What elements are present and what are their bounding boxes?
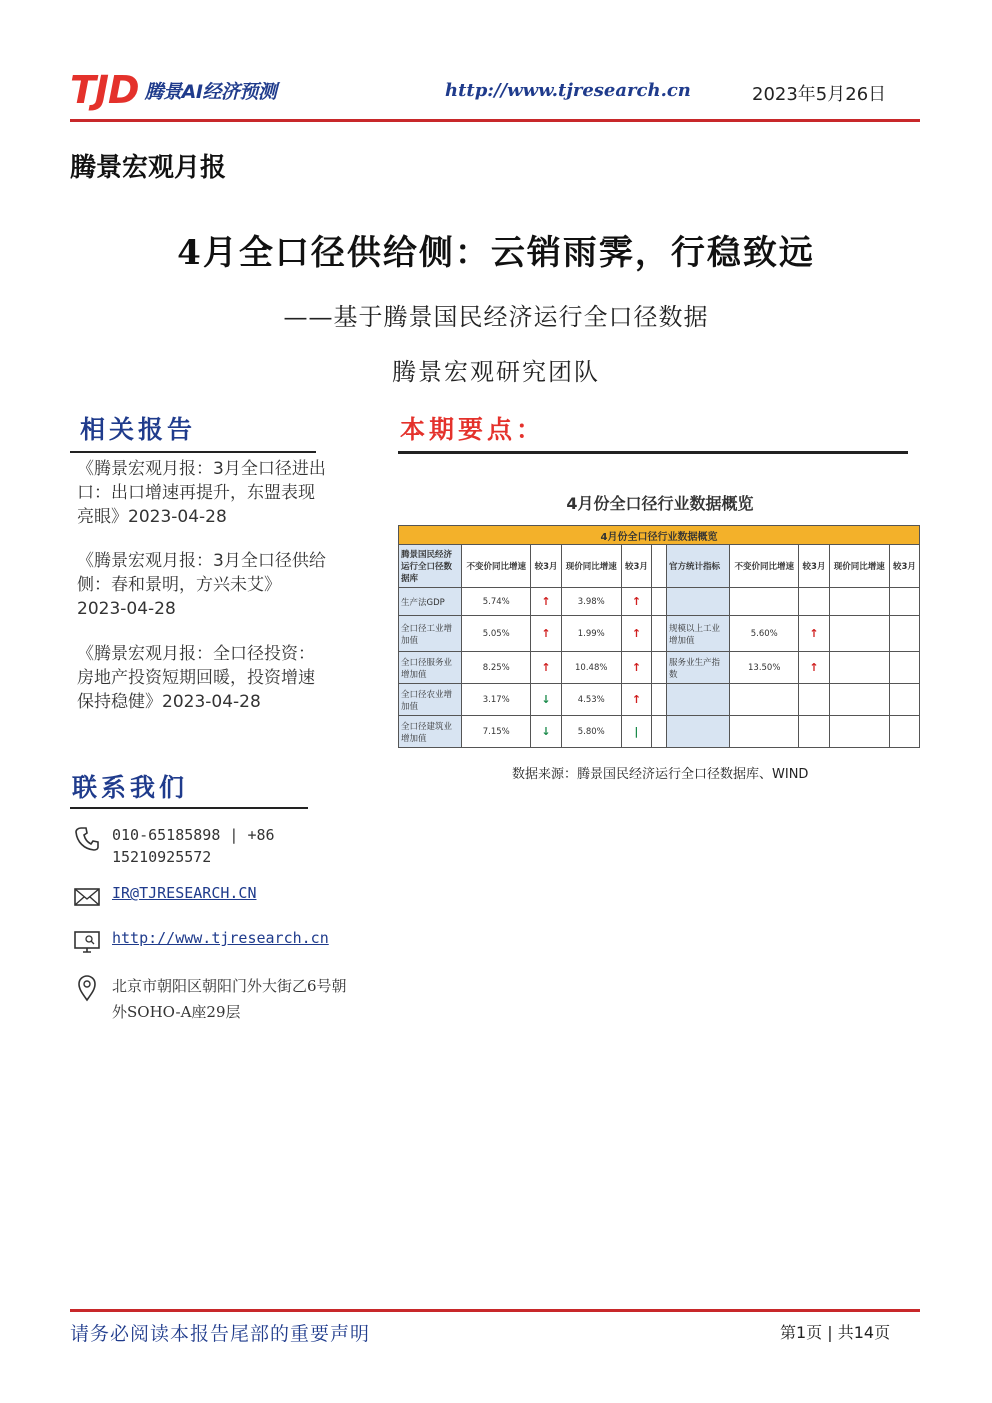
table-row-label: 全口径建筑业增加值 xyxy=(399,716,462,748)
table-cell xyxy=(729,716,798,748)
table-cell xyxy=(889,652,919,684)
brand-logo xyxy=(70,68,277,112)
email-link[interactable]: IR@TJRESEARCH.CN xyxy=(112,884,257,902)
table-row-label: 全口径农业增加值 xyxy=(399,684,462,716)
table-cell xyxy=(889,588,919,616)
table-row-label xyxy=(666,716,729,748)
table-row-label: 服务业生产指数 xyxy=(666,652,729,684)
table-gap xyxy=(651,545,666,588)
contact-address xyxy=(72,973,362,1025)
table-cell xyxy=(729,684,798,716)
trend-flat-icon: | xyxy=(621,716,651,748)
table-row-label: 全口径服务业增加值 xyxy=(399,652,462,684)
table-title: 4月份全口径行业数据概览 xyxy=(399,526,920,545)
trend-up-icon: ↑ xyxy=(621,588,651,616)
contact-heading: 联系我们 xyxy=(72,773,189,802)
table-header: 腾景国民经济运行全口径数据库 xyxy=(399,545,462,588)
trend-up-icon: ↑ xyxy=(531,652,561,684)
trend-up-icon: ↑ xyxy=(799,652,829,684)
table-cell xyxy=(829,716,889,748)
related-report-2[interactable]: 《腾景宏观月报：3月全口径供给侧：春和景明，方兴未艾》2023-04-28 xyxy=(77,551,326,619)
logo-mark: TJD xyxy=(70,68,139,112)
report-subtitle: ——基于腾景国民经济运行全口径数据 xyxy=(283,303,709,331)
report-author: 腾景宏观研究团队 xyxy=(392,358,600,386)
website-link[interactable]: http://www.tjresearch.cn xyxy=(112,929,329,947)
header-divider xyxy=(70,119,920,122)
data-table xyxy=(398,525,920,748)
table-cell xyxy=(889,716,919,748)
table-cell xyxy=(889,684,919,716)
footer-disclaimer[interactable]: 请务必阅读本报告尾部的重要声明 xyxy=(70,1323,371,1345)
contact-divider xyxy=(70,807,308,809)
table-header: 较3月 xyxy=(799,545,829,588)
table-cell: 5.80% xyxy=(561,716,621,748)
table-row xyxy=(399,684,920,716)
table-header: 现价同比增速 xyxy=(829,545,889,588)
table-gap xyxy=(651,588,666,616)
phone-icon xyxy=(72,824,102,854)
contact-phone xyxy=(72,824,312,868)
report-title: 4月全口径供给侧：云销雨霁，行稳致远 xyxy=(177,233,815,273)
report-date: 2023年5月26日 xyxy=(752,84,887,105)
table-header: 不变价同比增速 xyxy=(462,545,531,588)
table-cell: 1.99% xyxy=(561,616,621,652)
table-header: 较3月 xyxy=(531,545,561,588)
table-cell: 4.53% xyxy=(561,684,621,716)
doc-type: 腾景宏观月报 xyxy=(70,153,227,183)
table-row xyxy=(399,716,920,748)
related-heading: 相关报告 xyxy=(80,415,197,444)
table-header: 官方统计指标 xyxy=(666,545,729,588)
trend-up-icon: ↑ xyxy=(621,684,651,716)
mail-icon xyxy=(72,882,102,912)
page-indicator: 第1页 | 共14页 xyxy=(780,1323,891,1342)
table-cell xyxy=(829,616,889,652)
table-cell: 10.48% xyxy=(561,652,621,684)
table-header: 不变价同比增速 xyxy=(729,545,798,588)
table-row-label xyxy=(666,588,729,616)
table-gap xyxy=(651,652,666,684)
trend-up-icon: ↑ xyxy=(621,616,651,652)
table-row-label: 生产法GDP xyxy=(399,588,462,616)
data-source: 数据来源：腾景国民经济运行全口径数据库、WIND xyxy=(512,767,809,782)
trend-down-icon: ↓ xyxy=(531,684,561,716)
table-row xyxy=(399,588,920,616)
table-cell xyxy=(829,652,889,684)
highlights-divider xyxy=(398,451,908,454)
header-url[interactable]: http://www.tjresearch.cn xyxy=(445,80,691,101)
table-cell: 13.50% xyxy=(729,652,798,684)
table-row xyxy=(399,652,920,684)
table-cell: 5.60% xyxy=(729,616,798,652)
related-report-1[interactable]: 《腾景宏观月报：3月全口径进出口：出口增速再提升，东盟表现亮眼》2023-04-28 xyxy=(77,459,326,527)
trend-up-icon: ↑ xyxy=(531,616,561,652)
table-cell: 3.98% xyxy=(561,588,621,616)
table-cell xyxy=(829,684,889,716)
related-divider xyxy=(70,451,316,453)
trend-up-icon: ↑ xyxy=(531,588,561,616)
trend-up-icon: ↑ xyxy=(621,652,651,684)
table-row xyxy=(399,616,920,652)
table-cell xyxy=(799,684,829,716)
table-gap xyxy=(651,684,666,716)
table-header: 较3月 xyxy=(621,545,651,588)
monitor-icon xyxy=(72,927,102,957)
table-cell xyxy=(799,588,829,616)
contact-email xyxy=(72,882,257,912)
highlights-heading: 本期要点： xyxy=(400,415,546,444)
related-report-3[interactable]: 《腾景宏观月报：全口径投资：房地产投资短期回暖，投资增速保持稳健》2023-04-28 xyxy=(77,644,315,712)
table-gap xyxy=(651,616,666,652)
table-cell xyxy=(889,616,919,652)
contact-website xyxy=(72,927,329,957)
logo-text: 腾景AI经济预测 xyxy=(144,80,277,103)
table-gap xyxy=(651,716,666,748)
figure-caption: 4月份全口径行业数据概览 xyxy=(566,494,754,513)
table-cell: 3.17% xyxy=(462,684,531,716)
table-header: 较3月 xyxy=(889,545,919,588)
trend-down-icon: ↓ xyxy=(531,716,561,748)
footer-divider xyxy=(70,1309,920,1312)
trend-up-icon: ↑ xyxy=(799,616,829,652)
table-row-label: 规模以上工业增加值 xyxy=(666,616,729,652)
table-header: 现价同比增速 xyxy=(561,545,621,588)
table-cell xyxy=(799,716,829,748)
table-cell: 7.15% xyxy=(462,716,531,748)
table-cell: 5.05% xyxy=(462,616,531,652)
location-pin-icon xyxy=(72,973,102,1003)
table-cell xyxy=(729,588,798,616)
table-cell: 8.25% xyxy=(462,652,531,684)
phone-text: 010-65185898 | +86 15210925572 xyxy=(112,826,275,866)
table-row-label xyxy=(666,684,729,716)
table-cell: 5.74% xyxy=(462,588,531,616)
address-text: 北京市朝阳区朝阳门外大街乙6号朝外SOHO-A座29层 xyxy=(112,977,347,1021)
table-row-label: 全口径工业增加值 xyxy=(399,616,462,652)
table-cell xyxy=(829,588,889,616)
